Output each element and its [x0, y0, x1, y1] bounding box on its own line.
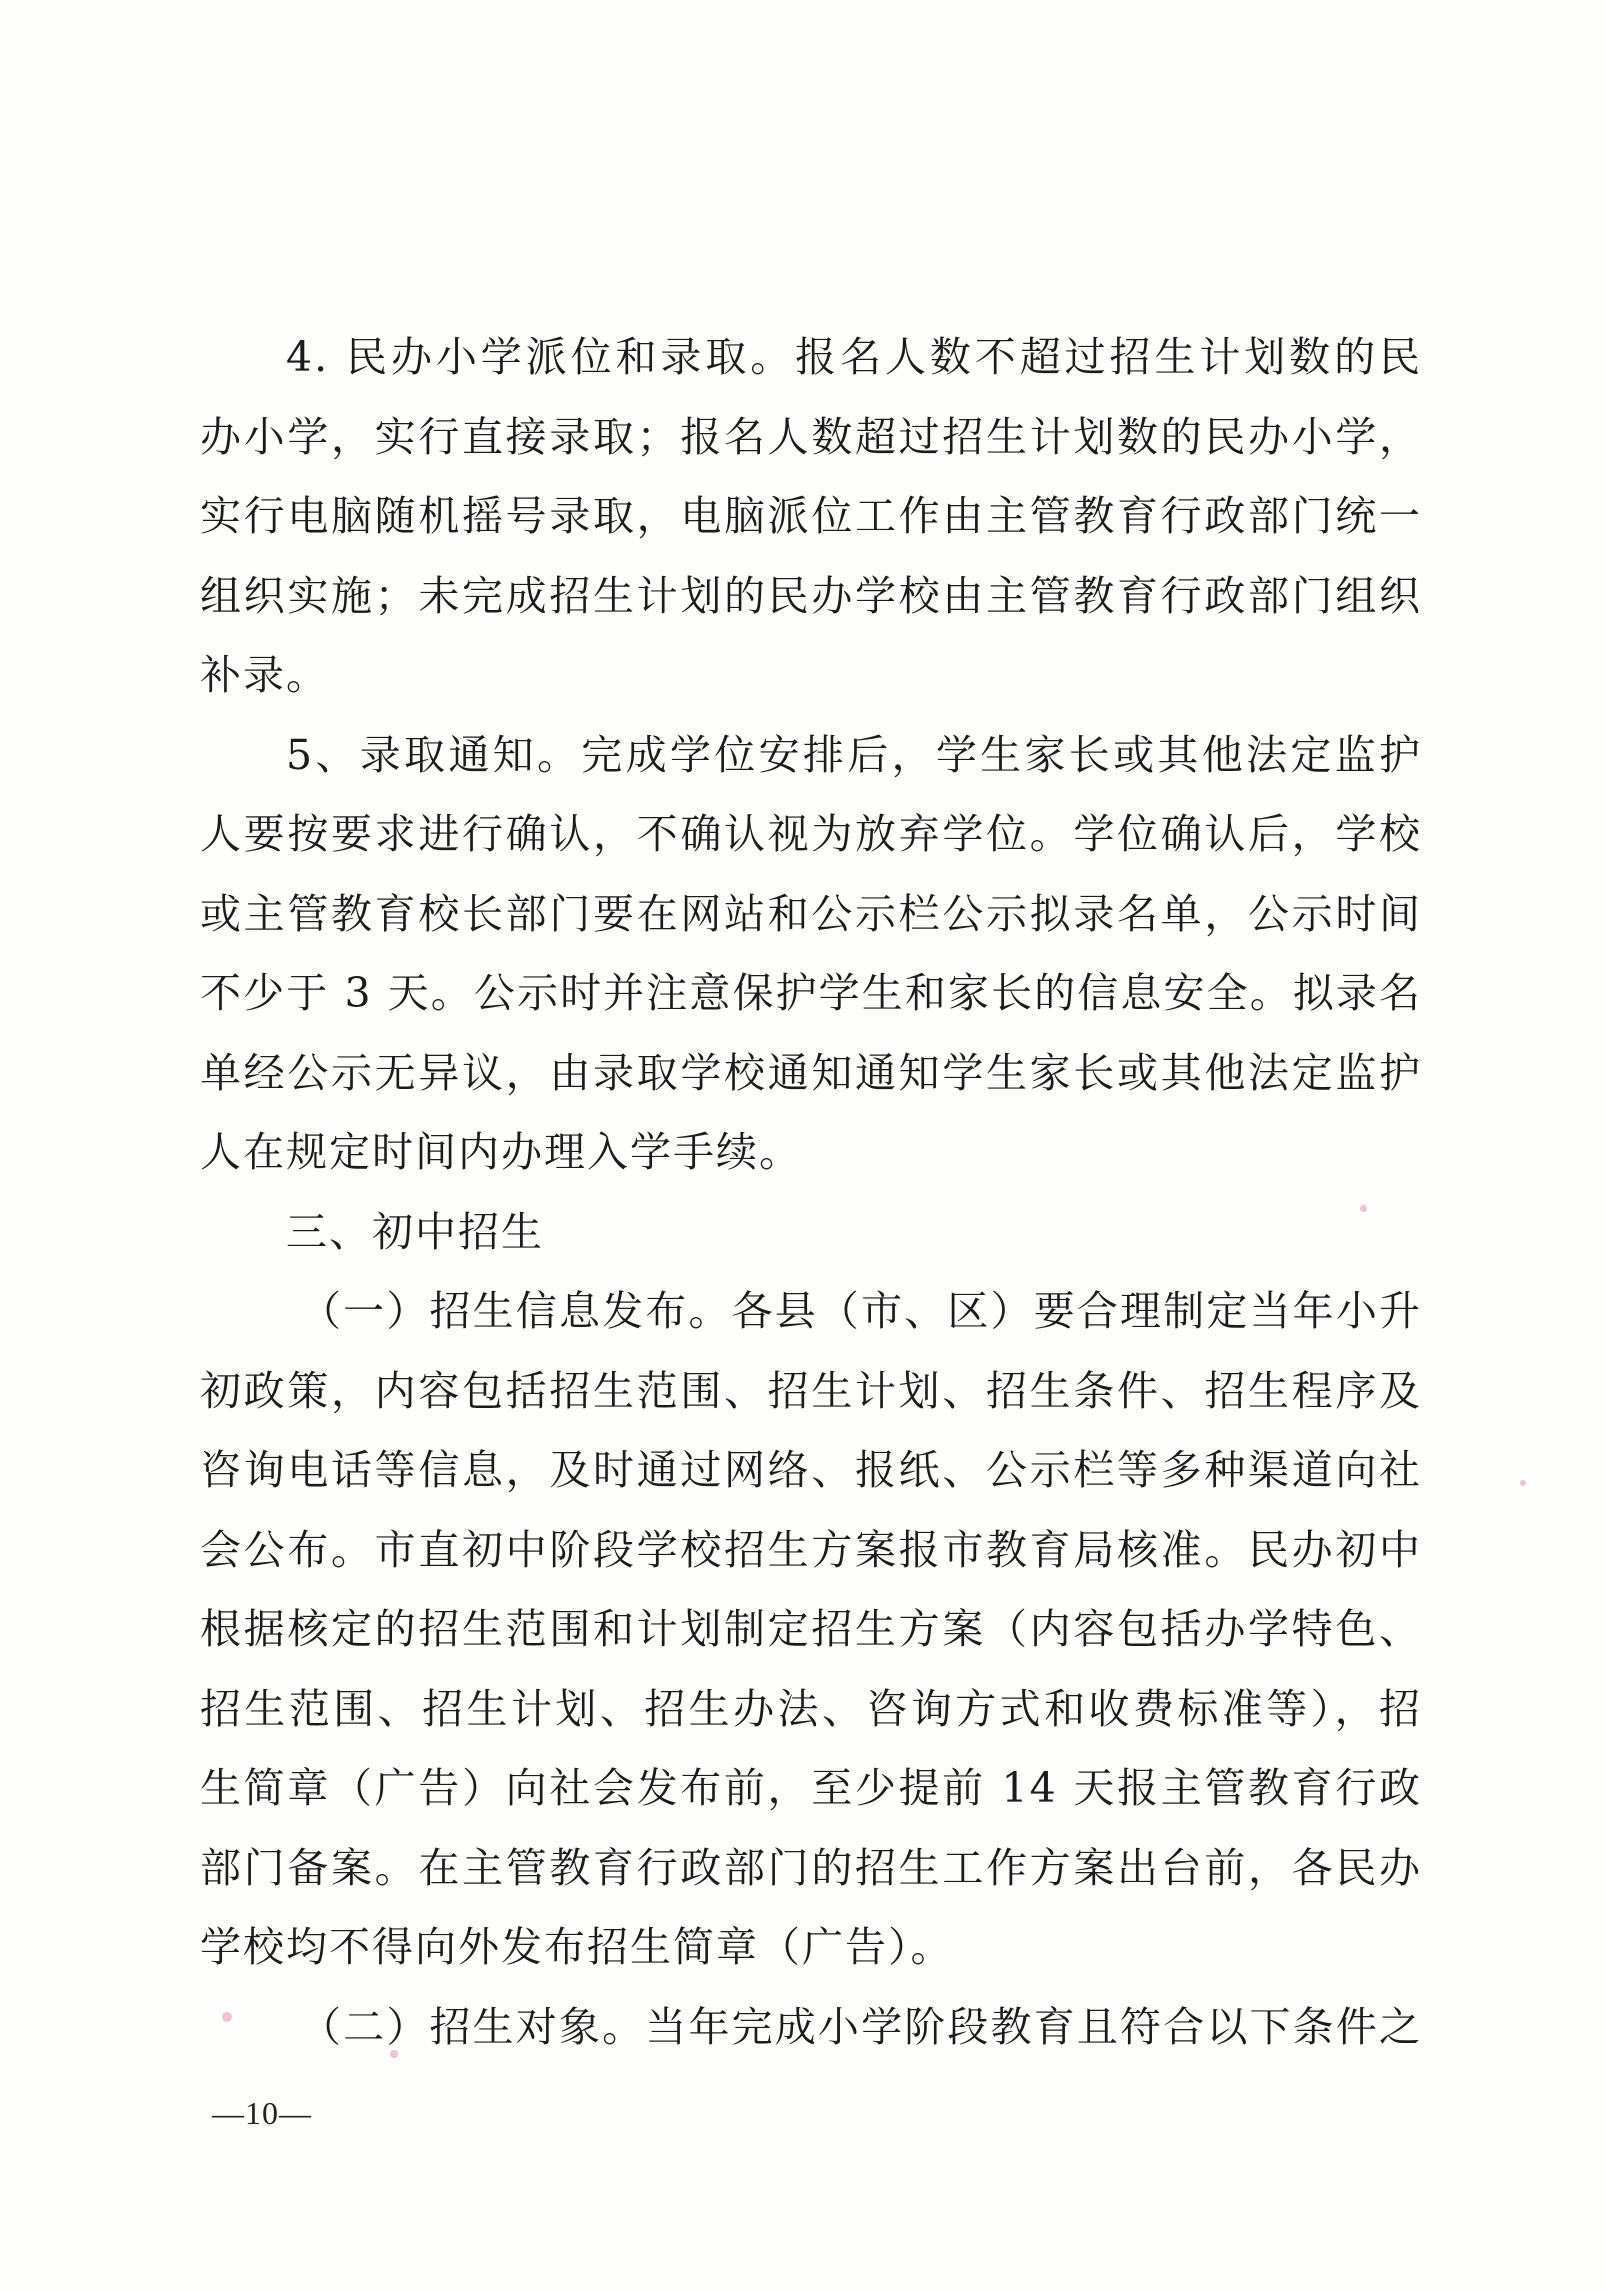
paragraph-1-line-5: 根据核定的招生范围和计划制定招生方案（内容包括办学特色、 — [200, 1605, 1422, 1653]
paragraph-5-line-6: 人在规定时间内办理入学手续。 — [200, 1128, 802, 1176]
paragraph-1-line-3: 咨询电话等信息，及时通过网络、报纸、公示栏等多种渠道向社 — [200, 1446, 1422, 1494]
paragraph-1-line-6: 招生范围、招生计划、招生办法、咨询方式和收费标准等），招 — [200, 1684, 1422, 1733]
paragraph-1-line-1: （一）招生信息发布。各县（市、区）要合理制定当年小升 — [300, 1287, 1422, 1335]
paragraph-5-line-3: 或主管教育校长部门要在网站和公示栏公示拟录名单，公示时间 — [200, 889, 1422, 938]
paragraph-4-line-2: 办小学，实行直接录取；报名人数超过招生计划数的民办小学， — [200, 412, 1422, 461]
paragraph-4-line-1: 4. 民办小学派位和录取。报名人数不超过招生计划数的民 — [286, 333, 1422, 381]
paragraph-1-line-4: 会公布。市直初中阶段学校招生方案报市教育局核准。民办初中 — [200, 1525, 1422, 1574]
paragraph-5-line-4: 不少于 3 天。公示时并注意保护学生和家长的信息安全。拟录名 — [200, 969, 1422, 1017]
scan-speck — [1520, 1480, 1526, 1486]
paragraph-5-line-5: 单经公示无异议，由录取学校通知通知学生家长或其他法定监护 — [200, 1048, 1422, 1097]
paragraph-4-line-4: 组织实施；未完成招生计划的民办学校由主管教育行政部门组织 — [200, 571, 1422, 620]
paragraph-4-line-3: 实行电脑随机摇号录取，电脑派位工作由主管教育行政部门统一 — [200, 492, 1422, 540]
paragraph-2-line-1: （二）招生对象。当年完成小学阶段教育且符合以下条件之 — [300, 2002, 1422, 2051]
paragraph-1-line-2: 初政策，内容包括招生范围、招生计划、招生条件、招生程序及 — [200, 1366, 1422, 1415]
paragraph-5-line-2: 人要按要求进行确认，不确认视为放弃学位。学位确认后，学校 — [200, 810, 1422, 858]
scan-speck — [222, 2012, 232, 2022]
section-heading: 三、初中招生 — [286, 1207, 544, 1256]
paragraph-1-line-9: 学校均不得向外发布招生简章（广告）。 — [200, 1923, 954, 1971]
paragraph-4-line-5: 补录。 — [200, 651, 329, 699]
paragraph-1-line-8: 部门备案。在主管教育行政部门的招生工作方案出台前，各民办 — [200, 1843, 1422, 1892]
paragraph-5-line-1: 5、录取通知。完成学位安排后，学生家长或其他法定监护 — [286, 730, 1422, 779]
body-text — [200, 318, 1422, 2067]
scan-speck — [390, 2050, 398, 2058]
page-number: —10— — [212, 2095, 312, 2131]
paragraph-1-line-7: 生简章（广告）向社会发布前，至少提前 14 天报主管教育行政 — [200, 1764, 1422, 1812]
scan-speck — [1360, 1205, 1367, 1212]
